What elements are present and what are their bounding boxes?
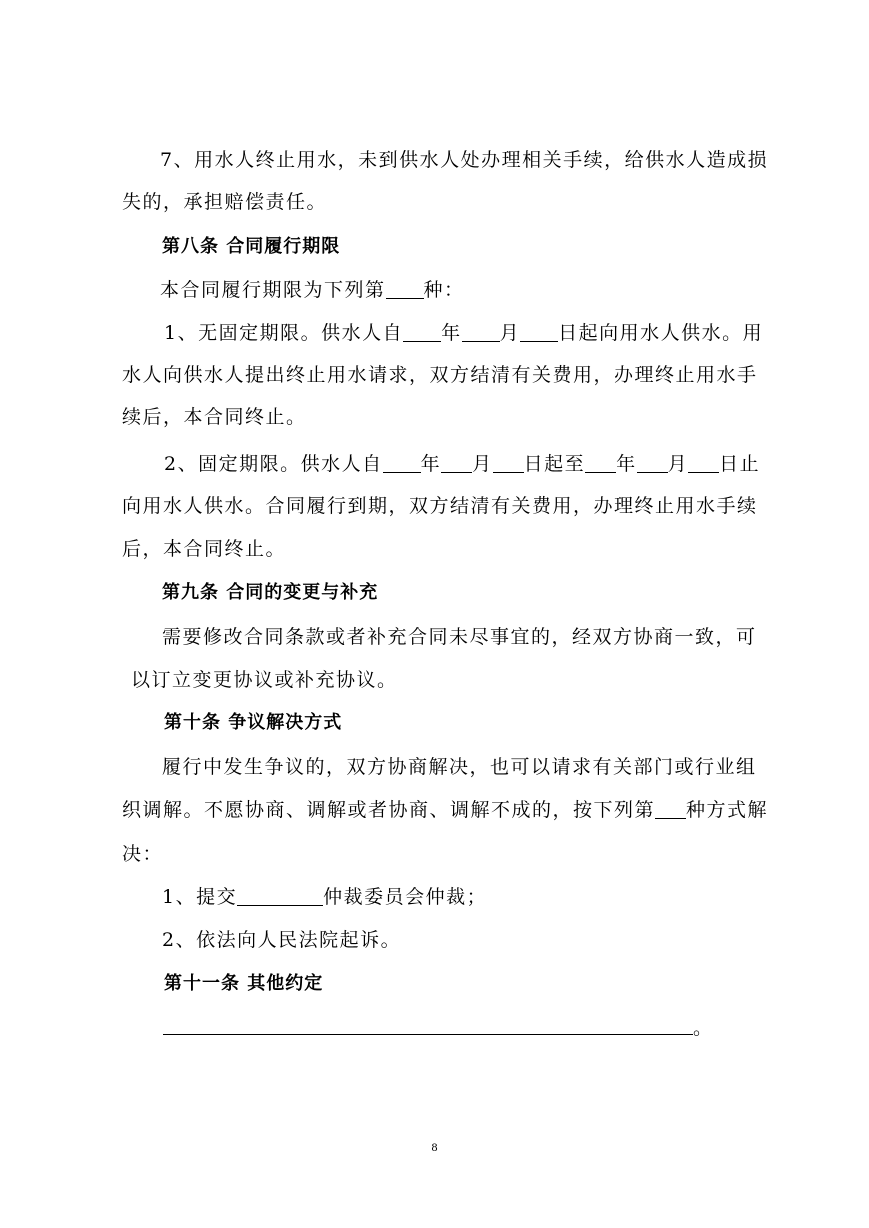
article-11-title: 第十一条 其他约定 bbox=[164, 973, 324, 994]
blank-field[interactable] bbox=[462, 321, 500, 342]
text-segment: 种： bbox=[423, 279, 465, 301]
blank-field[interactable] bbox=[688, 452, 719, 473]
other-terms-blank-line[interactable] bbox=[163, 1034, 693, 1035]
blank-field[interactable] bbox=[493, 452, 524, 473]
text-segment: 1、提交 bbox=[162, 886, 238, 908]
article-10-line-3: 决： bbox=[122, 843, 164, 865]
blank-field[interactable] bbox=[386, 278, 424, 299]
article-9-line-1: 需要修改合同条款或者补充合同未尽事宜的，经双方协商一致，可 bbox=[162, 626, 757, 648]
article-8-option-2-line-1 bbox=[164, 452, 760, 476]
text-segment: 日起至 bbox=[523, 453, 586, 475]
blank-field[interactable] bbox=[237, 885, 323, 906]
text-segment: 本合同履行期限为下列第 bbox=[160, 279, 386, 301]
text-segment: 日起向用水人供水。用 bbox=[558, 322, 764, 344]
article-9-line-2: 以订立变更协议或补充协议。 bbox=[131, 669, 398, 691]
page-number: 8 bbox=[431, 1140, 438, 1154]
blank-field[interactable] bbox=[655, 798, 686, 819]
paragraph-7-line-2: 失的，承担赔偿责任。 bbox=[122, 191, 328, 213]
text-segment: 日止 bbox=[719, 453, 761, 475]
article-8-intro bbox=[160, 278, 465, 302]
article-8-option-2-line-3: 后，本合同终止。 bbox=[122, 538, 287, 560]
article-10-option-2: 2、依法向人民法院起诉。 bbox=[162, 929, 402, 951]
text-segment: 织调解。不愿协商、调解或者协商、调解不成的，按下列第 bbox=[122, 799, 656, 821]
text-segment: 1、无固定期限。供水人自 bbox=[164, 322, 404, 344]
blank-field[interactable] bbox=[585, 452, 616, 473]
blank-field[interactable] bbox=[637, 452, 668, 473]
article-10-option-1 bbox=[162, 885, 487, 909]
text-segment: 月 bbox=[472, 453, 493, 475]
blank-field[interactable] bbox=[441, 452, 472, 473]
text-segment: 仲裁委员会仲裁； bbox=[323, 886, 488, 908]
text-segment: 种方式解 bbox=[686, 799, 769, 821]
article-10-title: 第十条 争议解决方式 bbox=[164, 712, 343, 733]
blank-field[interactable] bbox=[403, 321, 441, 342]
period-mark: 。 bbox=[693, 1017, 714, 1039]
article-10-line-1: 履行中发生争议的，双方协商解决，也可以请求有关部门或行业组 bbox=[162, 756, 757, 778]
blank-field[interactable] bbox=[383, 452, 421, 473]
text-segment: 年 bbox=[441, 322, 462, 344]
article-9-title: 第九条 合同的变更与补充 bbox=[162, 582, 379, 603]
blank-field[interactable] bbox=[520, 321, 558, 342]
text-segment: 年 bbox=[616, 453, 637, 475]
text-segment: 月 bbox=[667, 453, 689, 475]
text-segment: 2、固定期限。供水人自 bbox=[164, 453, 383, 475]
article-8-option-1-line-3: 续后，本合同终止。 bbox=[122, 406, 307, 428]
article-10-line-2 bbox=[122, 798, 768, 822]
paragraph-7-line-1: 7、用水人终止用水，未到供水人处办理相关手续，给供水人造成损 bbox=[160, 149, 769, 171]
text-segment: 年 bbox=[420, 453, 442, 475]
article-8-option-1-line-1 bbox=[164, 321, 763, 345]
article-8-title: 第八条 合同履行期限 bbox=[162, 236, 341, 257]
text-segment: 月 bbox=[499, 322, 521, 344]
article-8-option-1-line-2: 水人向供水人提出终止用水请求，双方结清有关费用，办理终止用水手 bbox=[122, 364, 758, 386]
article-8-option-2-line-2: 向用水人供水。合同履行到期，双方结清有关费用，办理终止用水手续 bbox=[122, 495, 758, 517]
